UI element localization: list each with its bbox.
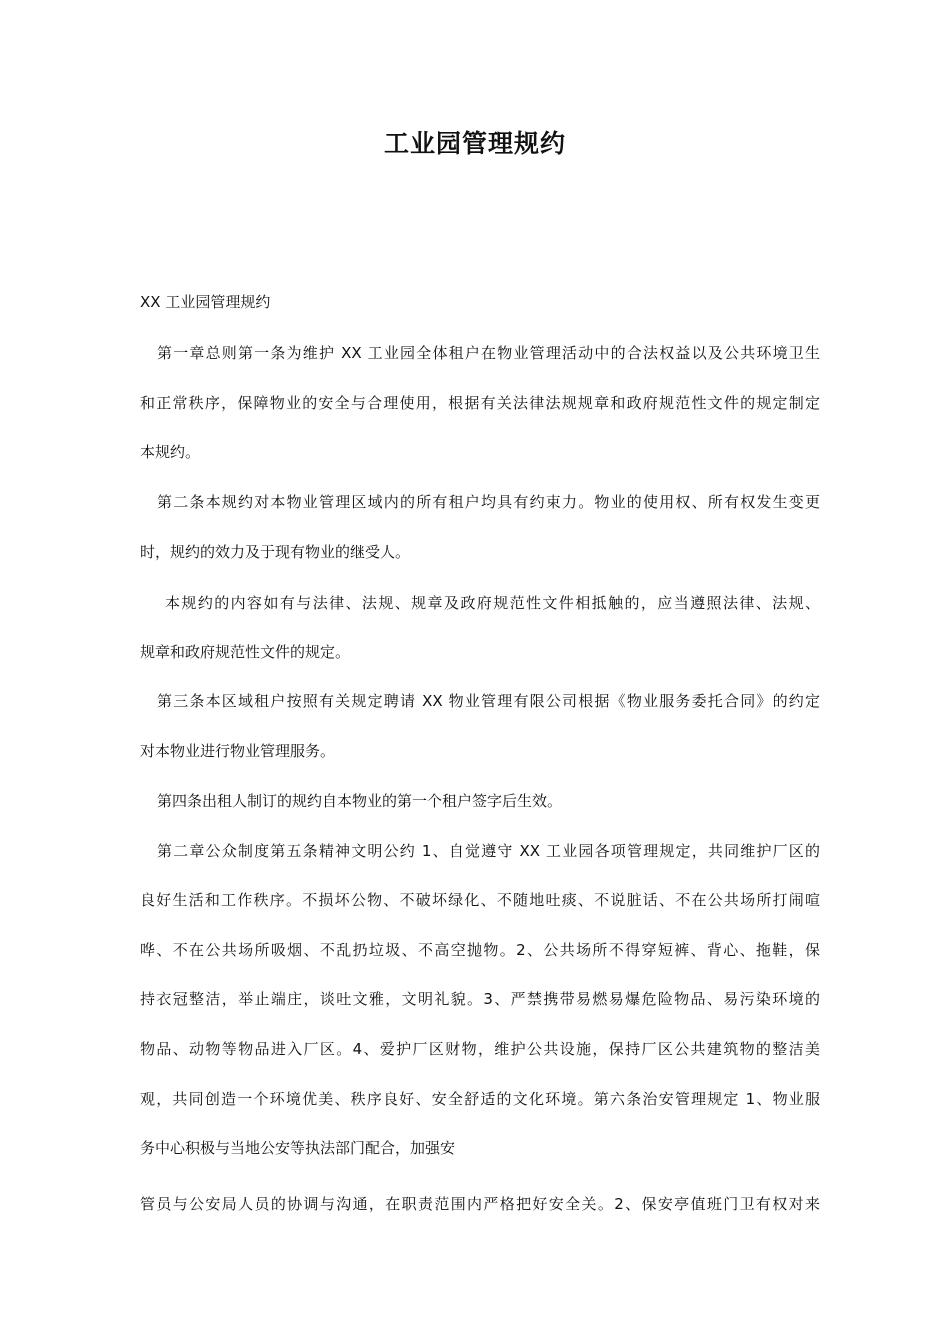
paragraph-line: 持衣冠整洁，举止端庄，谈吐文雅，文明礼貌。3、严禁携带易燃易爆危险物品、易污染环境的 bbox=[140, 990, 820, 1008]
paragraph-line: 时，规约的效力及于现有物业的继受人。 bbox=[140, 543, 411, 561]
paragraph-line: 第三条本区域租户按照有关规定聘请 XX 物业管理有限公司根据《物业服务委托合同》的约定 bbox=[157, 692, 820, 710]
paragraph-line: 第二条本规约对本物业管理区域内的所有租户均具有约束力。物业的使用权、所有权发生变更 bbox=[157, 493, 820, 511]
paragraph-line: 哗、不在公共场所吸烟、不乱扔垃圾、不高空抛物。2、公共场所不得穿短裤、背心、拖鞋，保 bbox=[140, 941, 820, 959]
paragraph-line: 本规约的内容如有与法律、法规、规章及政府规范性文件相抵触的，应当遵照法律、法规、 bbox=[165, 594, 820, 612]
paragraph-line: 本规约。 bbox=[140, 443, 201, 461]
document-subtitle: XX 工业园管理规约 bbox=[140, 293, 271, 311]
paragraph-line: 管员与公安局人员的协调与沟通，在职责范围内严格把好安全关。2、保安亭值班门卫有权对来 bbox=[140, 1195, 820, 1213]
paragraph-line: 观，共同创造一个环境优美、秩序良好、安全舒适的文化环境。第六条治安管理规定 1、物业服 bbox=[140, 1090, 820, 1108]
paragraph-line: 和正常秩序，保障物业的安全与合理使用，根据有关法律法规规章和政府规范性文件的规定制定 bbox=[140, 394, 820, 412]
paragraph-line: 对本物业进行物业管理服务。 bbox=[140, 742, 336, 760]
paragraph-line: 物品、动物等物品进入厂区。4、爱护厂区财物，维护公共设施，保持厂区公共建筑物的整洁美 bbox=[140, 1040, 820, 1058]
paragraph-line: 务中心积极与当地公安等执法部门配合，加强安 bbox=[140, 1139, 456, 1157]
paragraph-line: 良好生活和工作秩序。不损坏公物、不破坏绿化、不随地吐痰、不说脏话、不在公共场所打闹喧 bbox=[140, 891, 820, 909]
paragraph-line: 规章和政府规范性文件的规定。 bbox=[140, 643, 351, 661]
paragraph-line: 第四条出租人制订的规约自本物业的第一个租户签字后生效。 bbox=[157, 792, 563, 810]
paragraph-line: 第二章公众制度第五条精神文明公约 1、自觉遵守 XX 工业园各项管理规定，共同维护厂区的 bbox=[157, 842, 820, 860]
document-title: 工业园管理规约 bbox=[383, 129, 566, 158]
paragraph-line: 第一章总则第一条为维护 XX 工业园全体租户在物业管理活动中的合法权益以及公共环境卫生 bbox=[157, 344, 820, 362]
